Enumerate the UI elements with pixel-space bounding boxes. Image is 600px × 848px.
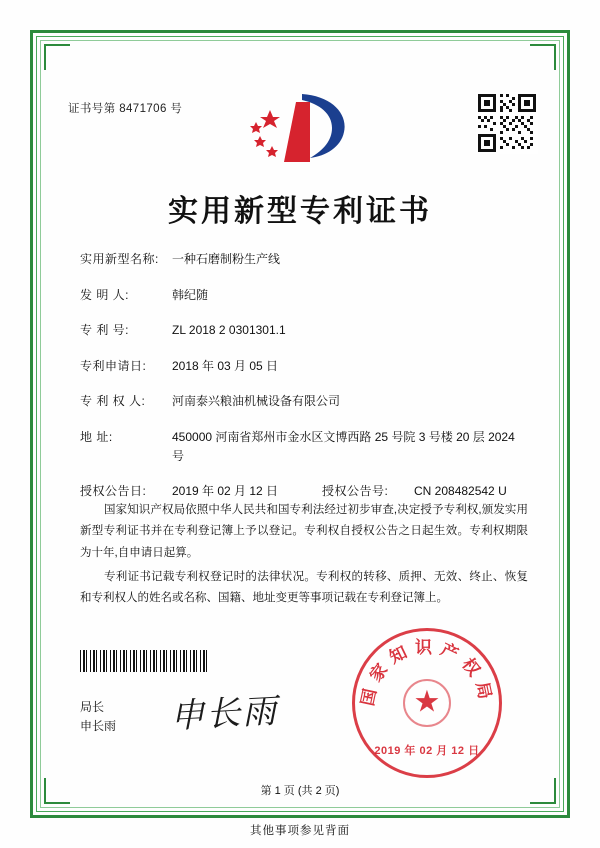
field-row-utility-model-name <box>80 250 528 269</box>
page-title: 实用新型专利证书 <box>168 194 432 229</box>
body-text <box>80 500 528 612</box>
field-value: 韩纪随 <box>172 287 209 302</box>
field-row-application-date <box>80 357 528 376</box>
field-value: 河南泰兴粮油机械设备有限公司 <box>172 394 341 409</box>
field-row-patent-number <box>80 321 528 340</box>
page-number: 第 1 页 (共 2 页) <box>260 785 340 797</box>
field-label: 专 利 权 人: <box>80 394 146 409</box>
field-row-patentee <box>80 392 528 411</box>
paragraph-1: 国家知识产权局依照中华人民共和国专利法经过初步审查,决定授予专利权,颁发实用新型专利证书并在专利登记簿上予以登记。专利权自授权公告之日起生效。专利权期限为十年,自申请日起算。 <box>80 504 528 559</box>
field-value-grant-number: CN 208482542 U <box>414 484 507 499</box>
field-label: 专利申请日: <box>80 358 147 373</box>
field-value: 一种石磨制粉生产线 <box>172 252 281 266</box>
field-value-grant-date: 2019 年 02 月 12 日 <box>172 484 279 499</box>
field-label: 实用新型名称: <box>80 252 159 266</box>
signature-label-line2: 申长雨 <box>80 719 117 734</box>
barcode <box>80 650 210 672</box>
signature-label <box>80 698 116 736</box>
certificate-number: 证书号第 8471706 号 <box>68 103 183 115</box>
qr-code <box>476 92 538 154</box>
official-seal <box>352 628 502 778</box>
field-label: 发 明 人: <box>80 287 130 302</box>
signature-label-line1: 局长 <box>80 700 105 714</box>
cnipa-logo-icon <box>240 88 358 168</box>
field-label: 地 址: <box>80 429 113 444</box>
field-row-address <box>80 428 528 465</box>
field-row-grant-announcement <box>80 482 528 501</box>
seal-top-text: 国家知识产权局 <box>357 638 497 708</box>
field-value: ZL 2018 2 0301301.1 <box>172 323 286 338</box>
seal-date: 2019 年 02 月 12 日 <box>374 745 480 757</box>
seal-star-icon: ★ <box>413 685 441 719</box>
seal-inner-ring <box>403 679 451 727</box>
field-label-grant-date: 授权公告日: <box>80 484 147 499</box>
field-value: 2018 年 03 月 05 日 <box>172 358 279 373</box>
field-label-grant-number: 授权公告号: <box>322 484 389 499</box>
corner-ornament-top-right <box>530 44 556 70</box>
corner-ornament-top-left <box>44 44 70 70</box>
field-value: 450000 河南省郑州市金水区文博西路 25 号院 3 号楼 20 层 2024 号 <box>172 429 515 463</box>
field-label: 专 利 号: <box>80 323 130 338</box>
paragraph-2: 专利证书记载专利权登记时的法律状况。专利权的转移、质押、无效、终止、恢复和专利权人的姓名或名称、国籍、地址变更等事项记载在专利登记簿上。 <box>80 570 528 605</box>
footer-note: 其他事项参见背面 <box>250 825 350 837</box>
fields-list <box>80 250 528 518</box>
field-row-inventor <box>80 286 528 305</box>
handwritten-signature: 申长雨 <box>169 691 280 737</box>
